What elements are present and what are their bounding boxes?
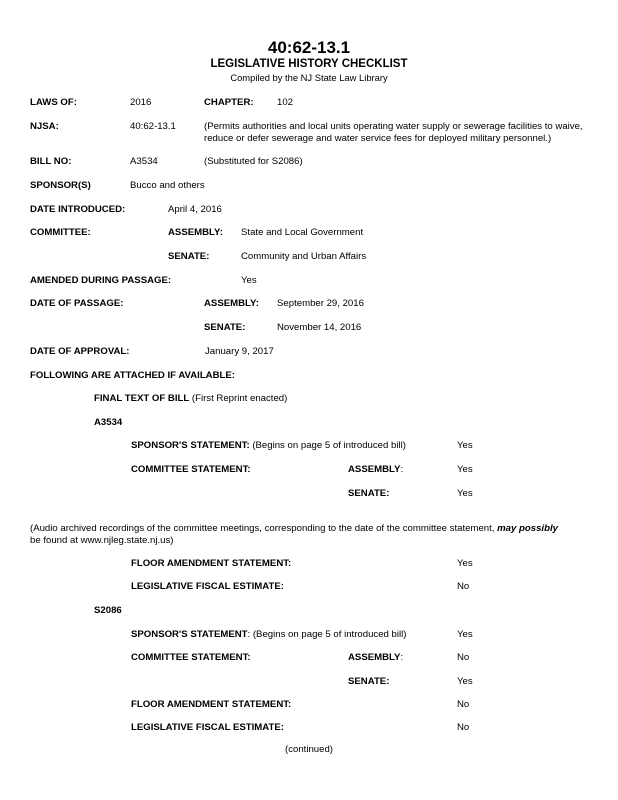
a3534-committee-statement-label: COMMITTEE STATEMENT: (131, 464, 251, 475)
continued-note: (continued) (285, 744, 333, 755)
committee-assembly-value: State and Local Government (241, 227, 364, 238)
s2086-sponsor-statement-note: : (Begins on page 5 of introduced bill) (247, 629, 407, 640)
s2086-fiscal-label: LEGISLATIVE FISCAL ESTIMATE: (131, 722, 284, 733)
approval-label: DATE OF APPROVAL: (30, 346, 130, 357)
committee-senate-value: Community and Urban Affairs (241, 251, 367, 262)
njsa-description-line2: reduce or defer sewerage and water service fees for deployed military personnel.) (204, 133, 552, 144)
passage-senate-label: SENATE: (204, 322, 246, 333)
a3534-heading: A3534 (94, 417, 123, 428)
a3534-committee-assembly-colon: : (400, 464, 404, 475)
a3534-sponsor-statement-note: (Begins on page 5 of introduced bill) (252, 440, 406, 451)
njsa-label: NJSA: (30, 121, 59, 132)
attached-heading: FOLLOWING ARE ATTACHED IF AVAILABLE: (30, 370, 235, 381)
a3534-floor-value: Yes (457, 558, 473, 569)
compiled-by: Compiled by the NJ State Law Library (230, 72, 388, 83)
s2086-committee-assembly (348, 652, 403, 664)
njsa-description-line1: (Permits authorities and local units operating water supply or sewerage facilities to waive, (204, 121, 583, 132)
bill-no-note: (Substituted for S2086) (204, 156, 303, 167)
s2086-committee-senate-label: SENATE: (348, 676, 390, 687)
laws-of-value: 2016 (130, 97, 152, 108)
passage-assembly-value: September 29, 2016 (277, 298, 364, 309)
a3534-fiscal-value: No (457, 581, 470, 592)
s2086-committee-assembly-label: ASSEMBLY (348, 652, 401, 663)
s2086-fiscal-value: No (457, 722, 470, 733)
a3534-committee-assembly-value: Yes (457, 464, 473, 475)
sponsors-label: SPONSOR(S) (30, 180, 91, 191)
a3534-fiscal-label: LEGISLATIVE FISCAL ESTIMATE: (131, 581, 284, 592)
committee-label: COMMITTEE: (30, 227, 91, 238)
s2086-sponsor-statement-value: Yes (457, 629, 473, 640)
amended-label: AMENDED DURING PASSAGE: (30, 275, 172, 286)
final-text-label: FINAL TEXT OF BILL (94, 393, 190, 404)
laws-of-label: LAWS OF: (30, 97, 77, 108)
approval-value: January 9, 2017 (205, 346, 274, 357)
chapter-label: CHAPTER: (204, 97, 254, 108)
final-text-line (94, 393, 287, 405)
s2086-floor-value: No (457, 699, 470, 710)
a3534-floor-label: FLOOR AMENDMENT STATEMENT: (131, 558, 292, 569)
passage-label: DATE OF PASSAGE: (30, 298, 124, 309)
s2086-floor-label: FLOOR AMENDMENT STATEMENT: (131, 699, 292, 710)
final-text-note: (First Reprint enacted) (191, 393, 288, 404)
a3534-sponsor-statement (131, 440, 406, 452)
a3534-committee-assembly (348, 464, 403, 476)
chapter-value: 102 (277, 97, 294, 108)
committee-assembly-label: ASSEMBLY: (168, 227, 223, 238)
page-subtitle: LEGISLATIVE HISTORY CHECKLIST (210, 58, 408, 70)
a3534-sponsor-statement-value: Yes (457, 440, 473, 451)
audio-note-text: (Audio archived recordings of the committee meetings, corresponding to the date of the committee statement, (30, 523, 495, 534)
a3534-committee-senate-value: Yes (457, 488, 473, 499)
njsa-value: 40:62-13.1 (130, 121, 176, 132)
bill-no-value: A3534 (130, 156, 158, 167)
bill-no-label: BILL NO: (30, 156, 72, 167)
s2086-committee-statement-label: COMMITTEE STATEMENT: (131, 652, 251, 663)
sponsors-value: Bucco and others (130, 180, 205, 191)
passage-assembly-label: ASSEMBLY: (204, 298, 259, 309)
amended-value: Yes (241, 275, 257, 286)
committee-senate-label: SENATE: (168, 251, 210, 262)
s2086-heading: S2086 (94, 605, 122, 616)
audio-note-emphasis: may possibly (497, 523, 558, 534)
date-introduced-value: April 4, 2016 (168, 204, 222, 215)
a3534-sponsor-statement-label: SPONSOR'S STATEMENT: (131, 440, 250, 451)
s2086-committee-senate-value: Yes (457, 676, 473, 687)
page-title: 40:62-13.1 (267, 38, 351, 57)
date-introduced-label: DATE INTRODUCED: (30, 204, 126, 215)
s2086-sponsor-statement (131, 629, 406, 641)
passage-senate-value: November 14, 2016 (277, 322, 362, 333)
audio-note-line2: be found at www.njleg.state.nj.us) (30, 535, 174, 546)
s2086-sponsor-statement-label: SPONSOR'S STATEMENT (131, 629, 248, 640)
s2086-committee-assembly-colon: : (400, 652, 404, 663)
a3534-committee-senate-label: SENATE: (348, 488, 390, 499)
a3534-committee-assembly-label: ASSEMBLY (348, 464, 401, 475)
s2086-committee-assembly-value: No (457, 652, 470, 663)
audio-note-line1 (30, 523, 558, 535)
